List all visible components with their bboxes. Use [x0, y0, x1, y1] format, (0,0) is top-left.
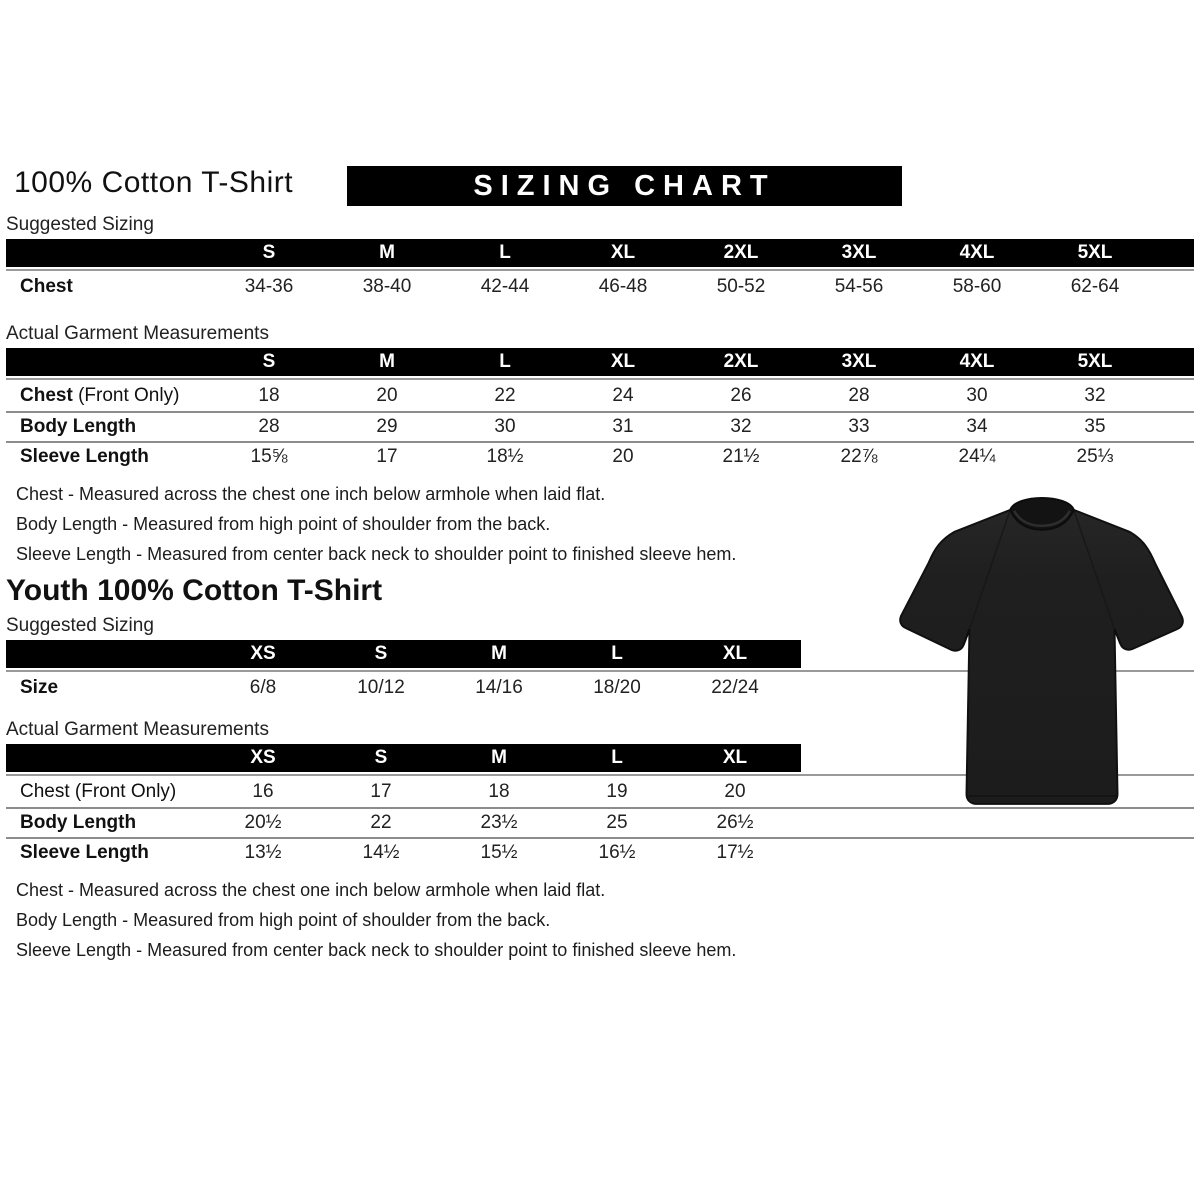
cell-value: 13½: [244, 842, 282, 863]
adult-suggested-sizing-label: Suggested Sizing: [6, 214, 154, 235]
table-row-body-length: [6, 809, 801, 837]
column-header-l: L: [611, 747, 623, 768]
column-header-m: M: [491, 747, 507, 768]
black-tshirt-graphic: [893, 480, 1191, 812]
cell-value: 28: [848, 384, 870, 406]
tshirt-image: [893, 480, 1191, 812]
column-header-xl: XL: [722, 747, 748, 768]
cell-value: 32: [1084, 384, 1106, 406]
cell-value: 58-60: [952, 275, 1002, 297]
column-header-4xl: 4XL: [959, 242, 995, 263]
youth-suggested-sizing-label: Suggested Sizing: [6, 615, 154, 636]
row-label-body-length: Body Length: [20, 416, 137, 437]
cell-value: 33: [848, 416, 870, 437]
sizing-chart-banner: [347, 166, 902, 206]
cell-value: 17: [376, 446, 398, 467]
cell-value: 22: [494, 384, 516, 406]
cell-value: 62-64: [1070, 275, 1120, 297]
table-row-sleeve-length: [6, 839, 801, 867]
cell-value: 35: [1084, 416, 1106, 437]
row-label-chest-front-only: Chest (Front Only): [20, 384, 180, 406]
cell-value: 10/12: [357, 676, 405, 698]
adult-suggested-header-row: [6, 239, 1194, 267]
cell-value: 25⅓: [1076, 446, 1114, 467]
row-label-chest: Chest: [20, 275, 73, 297]
column-header-3xl: 3XL: [841, 242, 877, 263]
column-header-2xl: 2XL: [723, 242, 759, 263]
cell-value: 21½: [722, 446, 760, 467]
column-header-3xl: 3XL: [841, 351, 877, 372]
table-row-chest: [6, 271, 1194, 302]
cell-value: 19: [606, 780, 628, 802]
adult-actual-measurements-label: Actual Garment Measurements: [6, 323, 269, 344]
column-header-l: L: [499, 351, 511, 372]
cell-value: 29: [376, 416, 398, 437]
cell-value: 31: [612, 416, 634, 437]
note-body-length: Body Length - Measured from high point of shoulder from the back.: [16, 514, 551, 534]
note-sleeve-length: Sleeve Length - Measured from center back neck to shoulder point to finished sleeve hem.: [16, 544, 737, 564]
cell-value: 15½: [480, 842, 518, 863]
cell-value: 28: [258, 416, 280, 437]
cell-value: 50-52: [716, 275, 766, 297]
column-header-xs: XS: [250, 643, 276, 664]
cell-value: 16: [252, 780, 274, 802]
youth-suggested-header-row: [6, 640, 801, 668]
column-header-s: S: [374, 747, 388, 768]
cell-value: 17: [370, 780, 392, 802]
table-row-chest-front-only: [6, 380, 1194, 411]
cell-value: 14½: [362, 842, 400, 863]
cell-value: 22: [370, 812, 392, 833]
cell-value: 34-36: [244, 275, 294, 297]
cell-value: 22⅞: [840, 446, 878, 467]
row-label-chest-front-only: Chest (Front Only): [20, 780, 177, 802]
cell-value: 22/24: [711, 676, 759, 698]
cell-value: 20: [724, 780, 746, 802]
table-row-chest-front-only: [6, 776, 801, 807]
column-header-m: M: [379, 242, 395, 263]
cell-value: 24¼: [958, 446, 996, 467]
cell-value: 15⅝: [250, 446, 288, 467]
adult-actual-measurements-table: [6, 348, 1194, 471]
youth-section-title: Youth 100% Cotton T-Shirt: [6, 574, 383, 607]
cell-value: 20½: [244, 812, 282, 833]
cell-value: 26: [730, 384, 752, 406]
cell-value: 46-48: [598, 275, 648, 297]
cell-value: 18: [488, 780, 510, 802]
cell-value: 26½: [716, 812, 754, 833]
sizing-chart-banner-text: SIZING CHART: [473, 169, 776, 202]
column-header-4xl: 4XL: [959, 351, 995, 372]
column-header-s: S: [262, 242, 276, 263]
cell-value: 16½: [598, 842, 636, 863]
cell-value: 32: [730, 416, 752, 437]
cell-value: 30: [966, 384, 988, 406]
row-label-body-length: Body Length: [20, 812, 137, 833]
column-header-m: M: [379, 351, 395, 372]
cell-value: 17½: [716, 842, 754, 863]
column-header-5xl: 5XL: [1077, 242, 1113, 263]
column-header-l: L: [499, 242, 511, 263]
column-header-xl: XL: [610, 242, 636, 263]
cell-value: 24: [612, 384, 634, 406]
cell-value: 18½: [486, 446, 524, 467]
column-header-m: M: [491, 643, 507, 664]
table-row-sleeve-length: [6, 443, 1194, 471]
table-row-body-length: [6, 413, 1194, 441]
cell-value: 34: [966, 416, 988, 437]
column-header-xl: XL: [722, 643, 748, 664]
cell-value: 6/8: [249, 676, 277, 698]
cell-value: 18/20: [593, 676, 641, 698]
cell-value: 54-56: [834, 275, 884, 297]
cell-value: 38-40: [362, 275, 412, 297]
note-body-length: Body Length - Measured from high point of shoulder from the back.: [16, 910, 551, 930]
cell-value: 20: [376, 384, 398, 406]
cell-value: 20: [612, 446, 634, 467]
row-label-sleeve-length: Sleeve Length: [20, 446, 149, 467]
adult-suggested-sizing-table: [6, 239, 1194, 302]
cell-value: 30: [494, 416, 516, 437]
column-header-xl: XL: [610, 351, 636, 372]
column-header-2xl: 2XL: [723, 351, 759, 372]
row-label-sleeve-length: Sleeve Length: [20, 842, 149, 863]
page-title: 100% Cotton T-Shirt: [14, 166, 294, 199]
youth-measurement-notes: [6, 875, 1194, 965]
adult-actual-header-row: [6, 348, 1194, 376]
cell-value: 25: [606, 812, 628, 833]
note-sleeve-length: Sleeve Length - Measured from center back neck to shoulder point to finished sleeve hem.: [16, 940, 737, 960]
youth-actual-measurements-label: Actual Garment Measurements: [6, 719, 269, 740]
youth-actual-header-row: [6, 744, 801, 772]
cell-value: 14/16: [475, 676, 523, 698]
column-header-s: S: [262, 351, 276, 372]
column-header-l: L: [611, 643, 623, 664]
row-label-size: Size: [20, 676, 59, 698]
column-header-s: S: [374, 643, 388, 664]
column-header-5xl: 5XL: [1077, 351, 1113, 372]
document-header: [6, 166, 1194, 206]
note-chest: Chest - Measured across the chest one inch below armhole when laid flat.: [16, 484, 606, 504]
note-chest: Chest - Measured across the chest one inch below armhole when laid flat.: [16, 880, 606, 900]
column-header-xs: XS: [250, 747, 276, 768]
cell-value: 18: [258, 384, 280, 406]
cell-value: 42-44: [480, 275, 530, 297]
cell-value: 23½: [480, 812, 518, 833]
table-row-size: [6, 672, 801, 703]
